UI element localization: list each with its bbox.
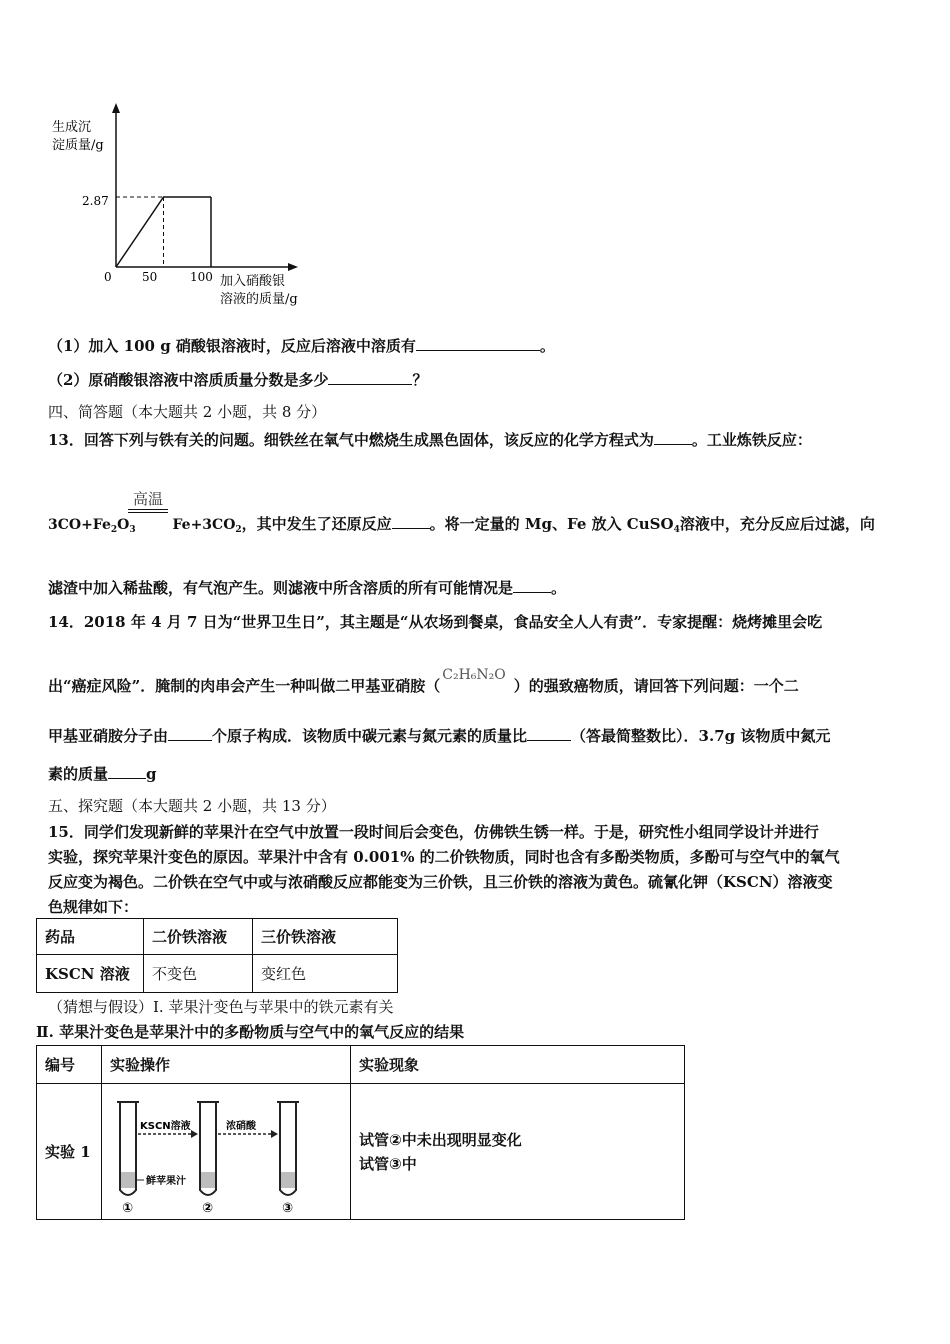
y-axis-arrow (112, 103, 120, 113)
equation-left (48, 517, 136, 533)
q13-line2-end: 溶液中，充分反应后过滤，向 (679, 515, 875, 533)
q12-part1 (48, 336, 555, 356)
table-header: 实验现象 (351, 1046, 685, 1084)
q15-line3: 反应变为褐色。二价铁在空气中或与浓硝酸反应都能变为三价铁，且三价铁的溶液为黄色。硫氰化钾（KSCN）溶液变 (48, 873, 833, 891)
q13-line2 (48, 514, 875, 540)
observation-line-2-text: 试管③中 (359, 1154, 417, 1173)
table-header: 药品 (37, 919, 144, 955)
q13-line3-end: 。 (551, 579, 567, 597)
q14-line2-end: ）的强致癌物质，请回答下列问题：一个二 (513, 677, 799, 695)
condition-text: 高温 (132, 490, 163, 508)
table-cell: 变红色 (253, 955, 398, 993)
kscn-color-table (36, 918, 398, 993)
q14-line4-text: 素的质量 (48, 765, 109, 783)
q12-part1-end: 。 (539, 337, 555, 355)
tube-number-2: ② (202, 1200, 214, 1216)
condition-bar (128, 509, 168, 510)
q14-line4-end: g (146, 765, 157, 783)
q14-line2-text: 出“癌症风险”．腌制的肉串会产生一种叫做二甲基亚硝胺（ (48, 677, 441, 695)
q14-line3-end: （答最简整数比）．3.7g 该物质中氮元 (571, 727, 831, 745)
experiment-apparatus-cell (102, 1084, 351, 1220)
y-axis-label-1: 生成沉 (52, 120, 92, 135)
observation-line-1: 试管②中未出现明显变化 (359, 1130, 522, 1149)
x-axis-label-1: 加入硝酸银 (220, 274, 286, 289)
q14-line3 (48, 726, 830, 746)
arrow-1-head (191, 1130, 198, 1138)
x-axis-arrow (288, 263, 298, 271)
eq-sub: 2 (110, 525, 118, 535)
q13-line2-text: ，其中发生了还原反应 (241, 515, 392, 533)
eq-sub: 2 (235, 525, 242, 535)
x-tick-label-100: 100 (190, 270, 213, 284)
eq-right-text: Fe+3CO (172, 517, 236, 533)
q13-line3 (48, 578, 566, 598)
q12-part2-end: ？ (412, 371, 428, 389)
answer-blank[interactable] (416, 336, 540, 351)
origin-label: 0 (104, 270, 112, 284)
hypothesis-2: Ⅱ. 苹果汁变色是苹果汁中的多酚物质与空气中的氧气反应的结果 (36, 1023, 465, 1041)
q14-line1: 14．2018 年 4 月 7 日为“世界卫生日”，其主题是“从农场到餐桌，食品安全人人有责”．专家提醒：烧烤摊里会吃 (48, 613, 823, 631)
q14-line4 (48, 764, 157, 784)
q12-part2 (48, 370, 427, 390)
q13-line3-text: 滤渣中加入稀盐酸，有气泡产生。则滤液中所含溶质的所有可能情况是 (48, 579, 514, 597)
q14-line2 (48, 667, 799, 697)
test-tube-3 (277, 1102, 299, 1195)
answer-blank[interactable] (654, 430, 692, 445)
table-header: 实验操作 (102, 1046, 351, 1084)
answer-blank[interactable] (328, 370, 412, 385)
q12-part1-text: （1）加入 100 g 硝酸银溶液时，反应后溶液中溶质有 (48, 337, 416, 355)
q13-line2-mid: 。将一定量的 Mg、Fe 放入 CuSO (429, 515, 674, 533)
answer-blank[interactable] (168, 726, 212, 741)
reaction-condition (128, 490, 168, 513)
tube-number-3: ③ (282, 1200, 294, 1216)
q15-line2: 实验，探究苹果汁变色的原因。苹果汁中含有 0.001% 的二价铁物质，同时也含有多酚类物质，多酚可与空气中的氧气 (48, 848, 840, 866)
table-header: 二价铁溶液 (144, 919, 253, 955)
experiment-label: 实验 1 (37, 1084, 102, 1220)
q13-line1 (48, 430, 812, 450)
q12-part2-text: （2）原硝酸银溶液中溶质质量分数是多少 (48, 371, 329, 389)
reagent-label-nitric-acid: 浓硝酸 (226, 1120, 256, 1132)
test-tube-diagram (102, 1086, 350, 1218)
q13-line1-end: 。工业炼铁反应： (691, 431, 812, 449)
arrow-2-head (271, 1130, 278, 1138)
reagent-label-kscn: KSCN溶液 (140, 1120, 191, 1132)
answer-blank[interactable] (392, 514, 430, 529)
eq-sub: 3 (129, 525, 136, 535)
y-tick-label: 2.87 (82, 194, 109, 208)
condition-bar-2 (128, 512, 168, 513)
y-axis-label-2: 淀质量/g (52, 138, 104, 153)
cuso4-sub: 4 (673, 525, 680, 535)
q15-line1: 15．同学们发现新鲜的苹果汁在空气中放置一段时间后会变色，仿佛铁生锈一样。于是，研究性小组同学设计并进行 (48, 823, 819, 841)
hypothesis-1: （猜想与假设）Ⅰ. 苹果汁变色与苹果中的铁元素有关 (48, 998, 394, 1016)
q15-line4: 色规律如下： (48, 898, 139, 916)
q13-line1-text: 13．回答下列与铁有关的问题。细铁丝在氧气中燃烧生成黑色固体，该反应的化学方程式为 (48, 431, 654, 449)
equation-right (173, 517, 242, 533)
answer-blank[interactable] (513, 578, 551, 593)
sample-label: 鲜苹果汁 (146, 1175, 186, 1187)
x-tick-label-50: 50 (142, 270, 158, 284)
table-cell: 不变色 (144, 955, 253, 993)
tube-number-1: ① (122, 1200, 134, 1216)
x-axis-label-2: 溶液的质量/g (220, 292, 298, 307)
q14-line3-mid: 个原子构成．该物质中碳元素与氮元素的质量比 (212, 727, 528, 745)
experiment-table (36, 1045, 685, 1220)
answer-blank[interactable] (527, 726, 571, 741)
test-tube-1 (117, 1102, 139, 1195)
eq-o: O (117, 517, 130, 533)
q14-line3-text: 甲基亚硝胺分子由 (48, 727, 169, 745)
section-5-title: 五、探究题（本大题共 2 小题，共 13 分） (48, 797, 336, 815)
observation-line-2 (359, 1152, 676, 1176)
table-cell: KSCN 溶液 (37, 955, 144, 993)
chemical-formula: C₂H₆N₂O (442, 667, 506, 683)
table-header: 三价铁溶液 (253, 919, 398, 955)
answer-blank[interactable] (108, 764, 146, 779)
precipitate-graph (40, 95, 320, 315)
section-4-title: 四、简答题（本大题共 2 小题，共 8 分） (48, 403, 327, 421)
eq-left-text: 3CO+Fe (48, 517, 111, 533)
experiment-observation-cell (351, 1084, 685, 1220)
table-header: 编号 (37, 1046, 102, 1084)
test-tube-2 (197, 1102, 219, 1195)
